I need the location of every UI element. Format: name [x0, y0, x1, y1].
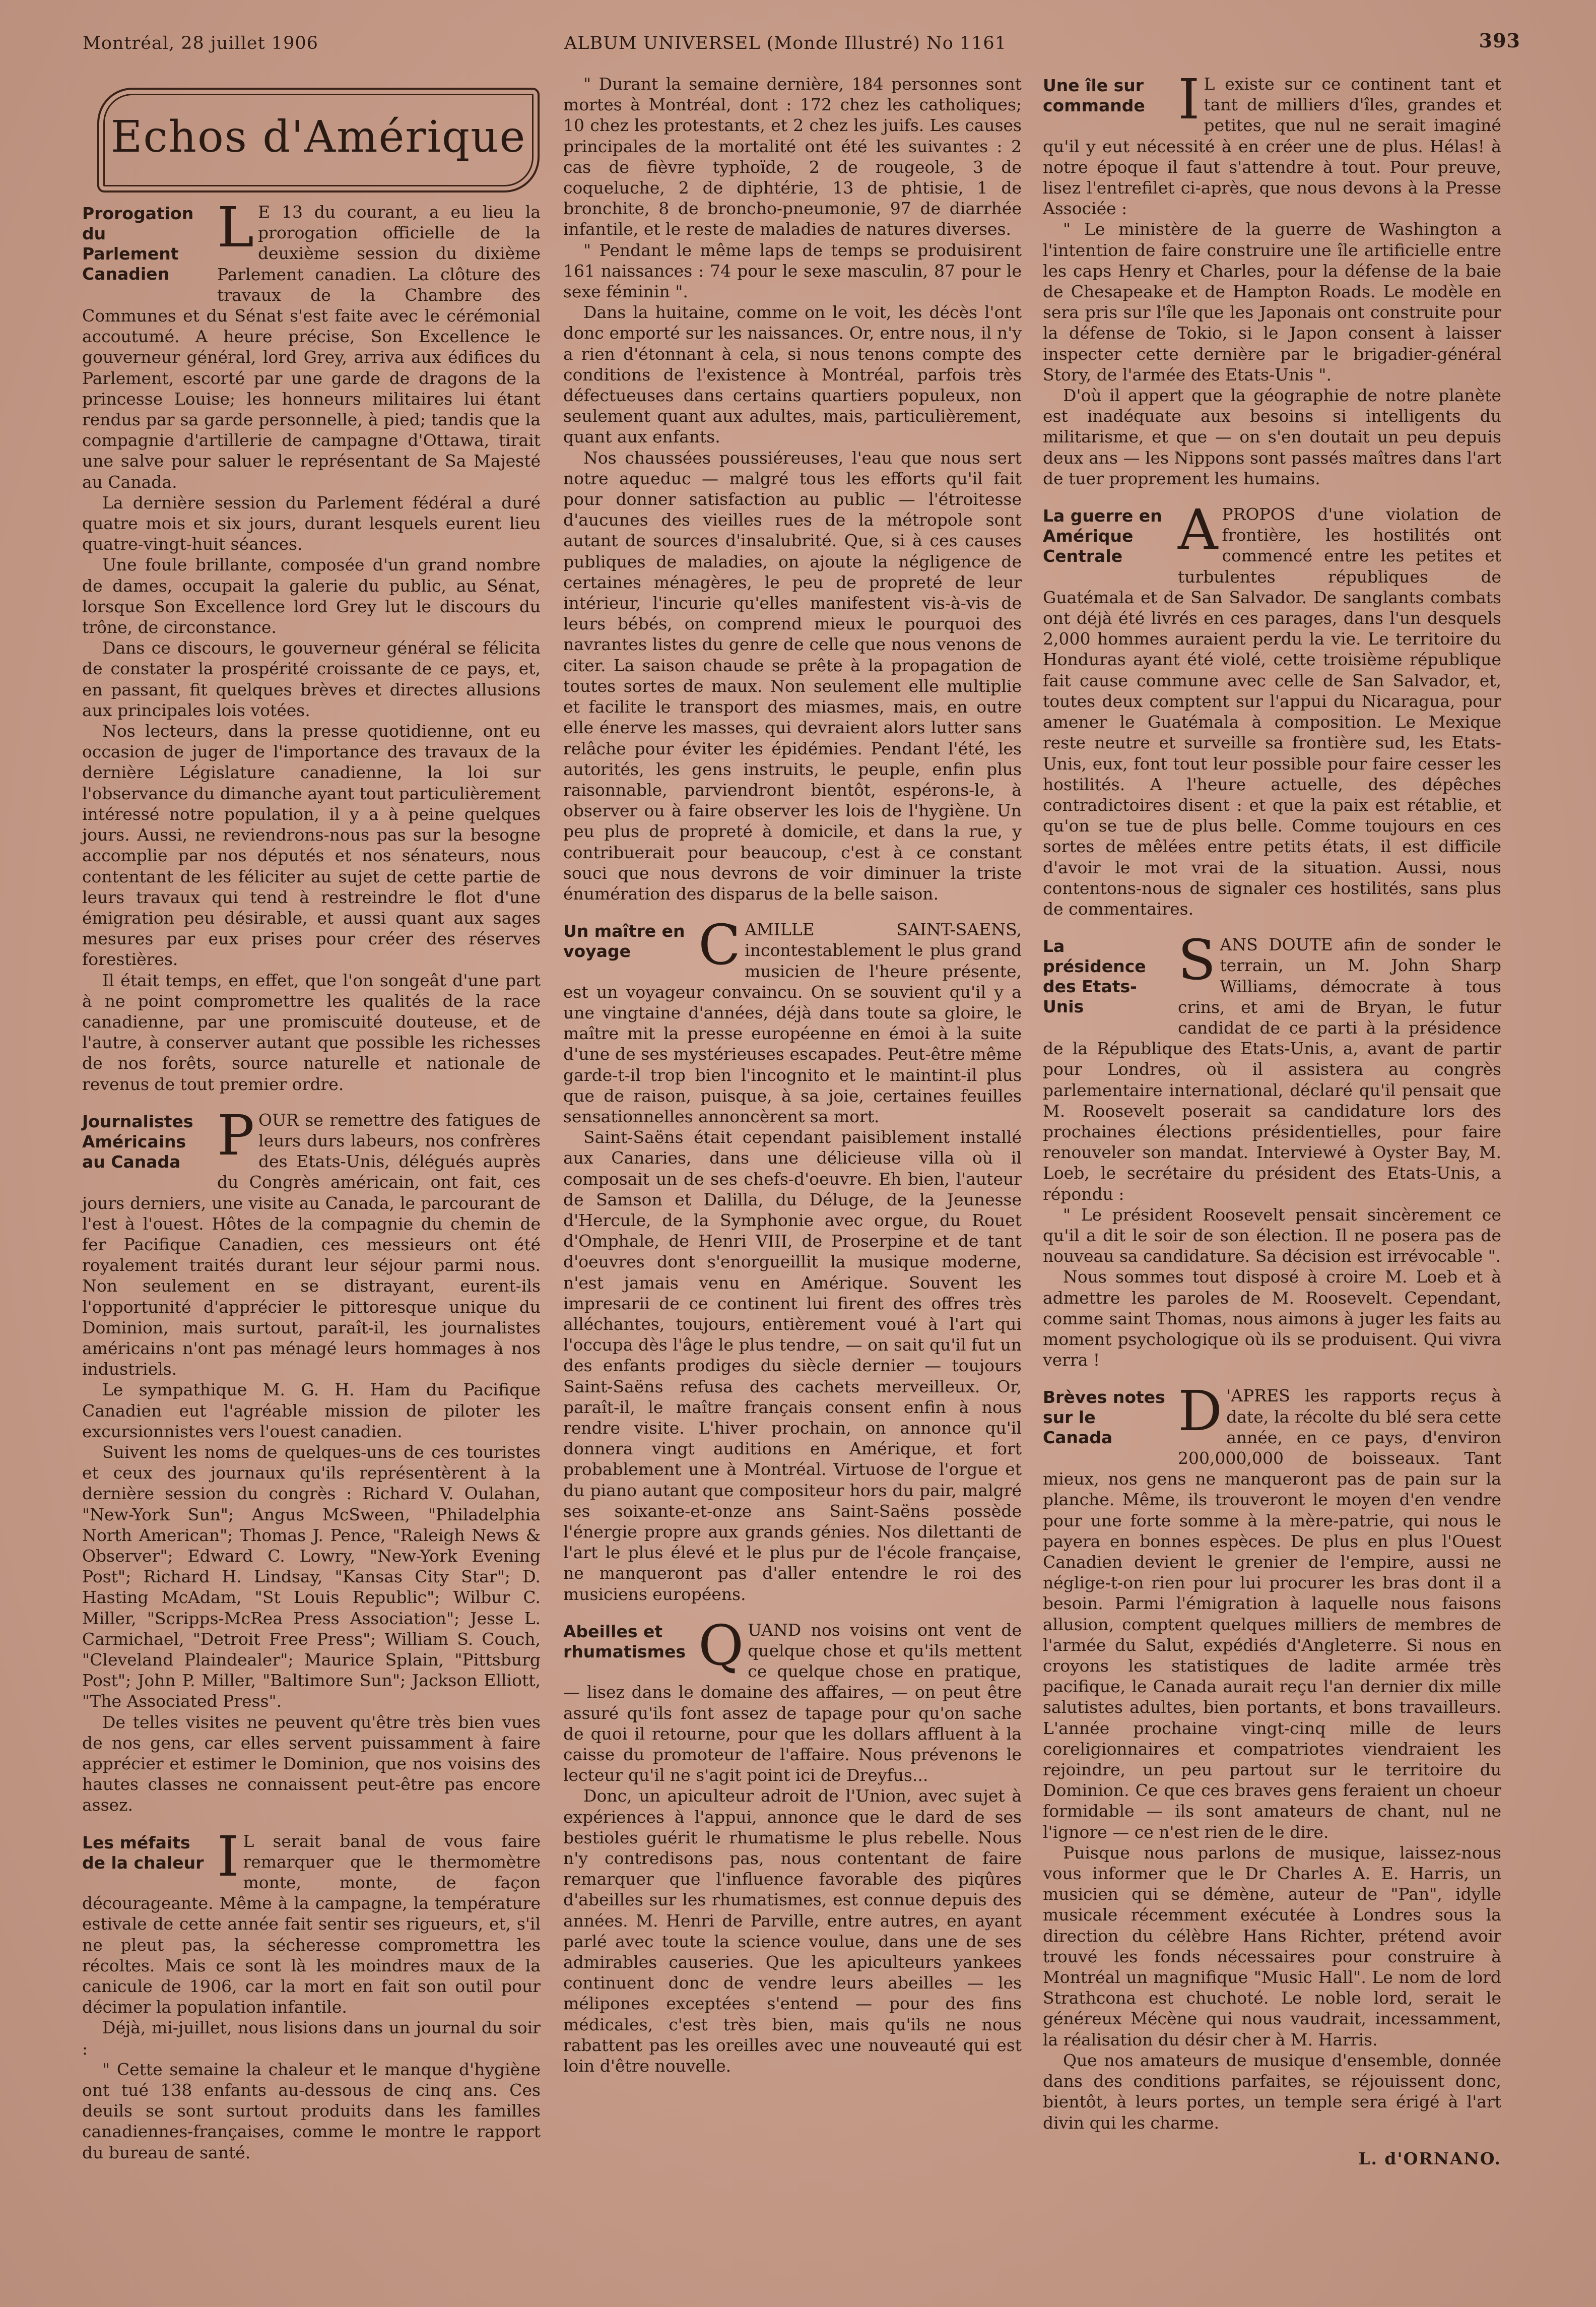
column-1: [82, 76, 541, 2178]
drop-cap: D: [1178, 1379, 1223, 1444]
article-paragraph: Dans ce discours, le gouverneur général se félicita de constater la prospérité croissante de ce pays, et, en passant, fit quelques brèves et directes allusions aux principales lois votées.: [82, 638, 541, 720]
paragraph-text: AMILLE SAINT-SAENS, incontestablement le plus grand musicien de l'heure présente, est un voyageur convaincu. On se souvient qu'il y a une vingtaine d'années, déjà dans toute sa gloire, le maître mit la presse européenne en émoi à la suite d'une de ses mystérieuses escapades. Peut-être même garde-t-il trop bien l'incognito et le maintint-il plus que de raison, puisque, à sa joie, certaines feuilles sensationnelles annoncèrent sa mort.: [563, 920, 1022, 1126]
drop-cap: S: [1178, 928, 1216, 993]
drop-cap: Q: [698, 1613, 744, 1678]
column-2: [563, 74, 1022, 2091]
article-paragraph: Suivent les noms de quelques-uns de ces touristes et ceux des journaux qu'ils représentèrent à la dernière session du congrès : Richard V. Oulahan, "New-York Sun"; Angus McSween, "Philadelphia North American"; Thomas J. Pence, "Raleigh News & Observer"; Edward C. Lowry, "New-York Evening Post"; Richard H. Lindsay, "Kansas City Star"; D. Hasting McAdam, "St Louis Republic"; Wilbur C. Miller, "Scripps-McRea Press Association"; Jesse L. Carmichael, "Detroit Free Press"; William S. Couch, "Cleveland Plaindealer"; Maurice Splain, "Pittsburg Post"; John P. Miller, "Baltimore Sun"; Jackson Elliott, "The Associated Press".: [82, 1442, 541, 1711]
article-paragraph: Le sympathique M. G. H. Ham du Pacifique Canadien eut l'agréable mission de piloter les excursionnistes vers l'ouest canadien.: [82, 1380, 541, 1441]
paragraph-text: L existe sur ce continent tant et tant de milliers d'îles, grandes et petites, que nul ne serait imaginé qu'il y eut nécessité à en créer une de plus. Hélas! à notre époque il faut s'attendre à tout. Pour preuve, lisez l'entrefilet ci-après, que nous devons à la Presse Associée :: [1043, 74, 1501, 219]
article-heading: Une île sur commande: [1043, 76, 1145, 115]
paragraph-text: E 13 du courant, a eu lieu la prorogation officielle de la deuxième session du dixième Parlement canadien. La clôture des travaux de la Chambre des Communes et du Sénat s'est faite avec le cérémonial accoutumé. A heure précise, Son Excellence le gouverneur général, lord Grey, arriva aux édifices du Parlement, escorté par une garde de dragons de la princesse Louise; les honneurs militaires lui étant rendus par sa garde personnelle, à pied; tandis que la compagnie d'artillerie de campagne d'Ottawa, tirait une salve pour saluer le représentant de Sa Majesté au Canada.: [82, 202, 541, 492]
article: [82, 1103, 541, 1816]
article-paragraph: " Cette semaine la chaleur et le manque d'hygiène ont tué 138 enfants au-dessous de cinq ans. Ces deuils se sont surtout produits dans les familles canadiennes-françaises, comme le montre le rapport du bureau de santé.: [82, 2059, 541, 2162]
author-signature: L. d'ORNANO.: [1358, 2148, 1501, 2168]
article-paragraph: Saint-Saëns était cependant paisiblement installé aux Canaries, dans une délicieuse villa où il composait un de ses chefs-d'oeuvre. Eh bien, l'auteur de Samson et Dalilla, du Déluge, de la Jeunesse d'Hercule, de la Symphonie avec orgue, du Rouet d'Omphale, de Henri VIII, de Proserpine et de tant d'oeuvres dont s'enorgueillit la musique moderne, n'est jamais venu en Amérique. Souvent les impresarii de ce continent lui firent des offres très alléchantes, toujours, entièrement voué à l'art qui l'occupa dès l'âge le plus tendre, — on sait qu'il fut un des enfants prodiges du siècle dernier — toujours Saint-Saëns refusa des cachets merveilleux. Or, paraît-il, le maître français consent enfin à nous rendre visite. L'hiver prochain, on annonce qu'il donnera vingt auditions en Amérique, et fort probablement une à Montréal. Virtuose de l'orgue et du piano autant que compositeur hors du pair, malgré ses soixante-et-onze ans Saint-Saëns possède l'énergie propre aux grands génies. Nos dilettanti de l'art le plus élevé et le plus pur de l'école française, ne manqueront pas d'aller entendre le roi des musiciens européens.: [563, 1127, 1022, 1604]
article-paragraph: De telles visites ne peuvent qu'être très bien vues de nos gens, car elles servent puissamment à faire apprécier et estimer le Dominion, que nos voisins des hautes classes ne connaissent peut-être pas encore assez.: [82, 1712, 541, 1815]
article-paragraph: Donc, un apiculteur adroit de l'Union, avec sujet à expériences à l'appui, annonce que le dard de ses bestioles guérit le rhumatisme le plus rebelle. Nous n'y contredisons pas, nous contentant de faire remarquer que l'influence favorable des piqûres d'abeilles sur les rhumatismes, est connue depuis des années. M. Henri de Parville, entre autres, en ayant parlé avec toute la science voulue, dans une de ses admirables causeries. Que les apiculteurs yankees continuent donc de vendre leurs abeilles — les mélipones exceptées s'entend — pour des fins médicales, c'est très bien, mais qu'ils ne nous rabattent pas les oreilles avec une nouveauté qui est loin d'être nouvelle.: [563, 1786, 1022, 2076]
section-title: Echos d'Amérique: [110, 112, 526, 162]
article-heading: Brèves notes sur le Canada: [1043, 1387, 1165, 1448]
drop-cap: P: [217, 1103, 255, 1168]
article-paragraph: " Durant la semaine dernière, 184 personnes sont mortes à Montréal, dont : 172 chez les catholiques; 10 chez les protestants, et 2 chez les juifs. Les causes principales de la mortalité ont été les suivantes : 2 cas de fièvre typhoïde, 2 de rougeole, 3 de coqueluche, 2 de diphtérie, 13 de phtisie, 1 de bronchite, 8 de broncho-pneumonie, 97 de diarrhée infantile, et le reste de maladies de natures diverses.: [563, 74, 1022, 239]
article: [1043, 928, 1501, 1370]
paragraph-text: 'APRES les rapports reçus à date, la récolte du blé sera cette année, en ce pays, d'environ 200,000,000 de boisseaux. Tant mieux, nos gens ne manqueront pas de pain sur la planche. Même, ils trouveront le moyen d'en vendre pour une forte somme à la mère-patrie, qui nous le payera en bonnes espèces. De plus en plus l'Ouest Canadien devient le grenier de l'empire, aussi ne néglige-t-on rien pour lui procurer les bras dont il a besoin. Parmi l'émigration à laquelle nous faisons allusion, comptent quelques milliers de membres de l'armée du Salut, expédiés d'Angleterre. Si nous en croyons les statistiques de ladite armée très pacifique, le Canada aurait reçu l'an dernier dix mille salutistes adultes, bien portants, et bons travailleurs. L'année prochaine vingt-cinq mille de leurs coreligionnaires et compatriotes viendraient les rejoindre, un peu partout sur le territoire du Dominion. Ce que ces braves gens feraient un choeur formidable — ils sont amateurs de chant, nul ne l'ignore — ce n'est rien de le dire.: [1043, 1386, 1501, 1842]
article-paragraph: Nos chaussées poussiéreuses, l'eau que nous sert notre aqueduc — malgré tous les efforts qu'il fait pour donner satisfaction au public — l'étroitesse d'aucunes des vieilles rues de la métropole sont autant de sources d'insalubrité. Que, si à ces causes publiques de maladies, on ajoute la négligence de certaines ménagères, le peu de propreté de leur intérieur, l'incurie qu'elles manifestent vis-à-vis de leurs bébés, on comprend mieux le pourquoi des navrantes listes du genre de celle que nous venons de citer. La saison chaude se prête à la propagation de toutes sortes de maux. Non seulement elle multiplie et facilite le transport des miasmes, mais, en outre elle énerve les masses, qui devraient alors lutter sans relâche pour éviter les épidémies. Pendant l'été, les autorités, les gens instruits, le peuple, enfin plus raisonnable, parviendront bientôt, espérons-le, à observer ou à faire observer les lois de l'hygiène. Un peu plus de propreté à domicile, et dans la rue, y contribuerait pour beaucoup, c'est à ce constant souci que nous devrons de voir diminuer la triste énumération des disparus de la belle saison.: [563, 447, 1022, 904]
article-paragraph: " Le ministère de la guerre de Washington a l'intention de faire construire une île artificielle entre les caps Henry et Charles, pour la défense de la baie de Chesapeake et de Hampton Roads. Le modèle en sera pris sur l'île que les Japonais ont construite pour la défense de Tokio, si le Japon consent à laisser inspecter cette dernière par le brigadier-général Story, de l'armée des Etats-Unis ".: [1043, 219, 1501, 384]
article: [1043, 1379, 1501, 2133]
article-paragraph: " Pendant le même laps de temps se produisirent 161 naissances : 74 pour le sexe masculin, 87 pour le sexe féminin ".: [563, 240, 1022, 302]
article-paragraph: " Le président Roosevelt pensait sincèrement ce qu'il a dit le soir de son élection. Il ne posera pas de nouveau sa candidature. Sa décision est irrévocable ".: [1043, 1204, 1501, 1266]
article-heading: Un maître en voyage: [563, 921, 685, 962]
article: [563, 74, 1022, 904]
page-header: [81, 29, 1520, 65]
article: [82, 195, 541, 1095]
paragraph-text: UAND nos voisins ont vent de quelque chose et qu'ils mettent ce quelque chose en pratique, — lisez dans le domaine des affaires, — on peut être assuré qu'ils font assez de tapage pour qu'on sache de quoi il retourne, pour que les dollars affluent à la caisse du promoteur de l'affaire. Nous prévenons le lecteur qu'il ne s'agit point ici de Dreyfus...: [563, 1620, 1022, 1785]
paragraph-text: L serait banal de vous faire remarquer que le thermomètre monte, monte, de façon décourageante. Même à la campagne, la température estivale de cette année fait sentir ses rigueurs, et, s'il ne pleut pas, la sécheresse compromettra les récoltes. Mais ce sont là les moindres maux de la canicule de 1906, car la mort en fait son outil pour décimer la population infantile.: [82, 1831, 541, 2017]
drop-cap: A: [1178, 497, 1218, 562]
article: [563, 1613, 1022, 2076]
article-paragraph: Que nos amateurs de musique d'ensemble, donnée dans des conditions parfaites, se réjouissent donc, bientôt, à leurs portes, un temple sera érigé à l'art divin qui les charme.: [1043, 2050, 1501, 2133]
article-heading: Abeilles et rhumatismes: [563, 1621, 686, 1661]
paragraph-text: OUR se remettre des fatigues de leurs durs labeurs, nos confrères des Etats-Unis, délégués auprès du Congrès américain, ont fait, ces jours derniers, une visite au Canada, le parcourant de l'est à l'ouest. Hôtes de la compagnie du chemin de fer Pacifique Canadien, ces messieurs ont été royalement traités durant leur séjour parmi nous. Non seulement en se distrayant, eurent-ils l'opportunité d'apprécier le pittoresque unique du Dominion, mais surtout, paraît-il, les journalistes américains n'ont pas ménagé leurs hommages à nos industriels.: [82, 1110, 541, 1379]
drop-cap: C: [698, 913, 741, 978]
article: [1043, 67, 1501, 489]
paragraph-text: ANS DOUTE afin de sonder le terrain, un M. John Sharp Williams, démocrate à tous crins, et ami de Bryan, le futur candidat de ce parti à la présidence de la République des Etats-Unis, a, avant de partir pour Londres, où il assistera au congrès parlementaire international, déclaré qu'il pensait que M. Roosevelt poserait sa candidature lors des prochaines élections présidentielles, pour faire renouveler son mandat. Interviewé à Oyster Bay, M. Loeb, le secrétaire du président des Etats-Unis, a répondu :: [1043, 935, 1501, 1204]
article-heading: La présidence des Etats-Unis: [1043, 936, 1146, 1017]
article-paragraph: Une foule brillante, composée d'un grand nombre de dames, occupait la galerie du public, au Sénat, lorsque Son Excellence lord Grey lut le discours du trône, de circonstance.: [82, 555, 541, 637]
article-paragraph: Nos lecteurs, dans la presse quotidienne, ont eu occasion de juger de l'importance des travaux de la dernière Législature canadienne, la loi sur l'observance du dimanche ayant tout particulièrement intéressé notre population, il y a à peine quelques jours. Aussi, ne reviendrons-nous pas sur la besogne accomplie par nos députés et nos sénateurs, nous contentant de les féliciter au sujet de cette partie de leurs travaux qui tend à restreindre le flot d'une émigration peu désirable, et aussi quant aux sages mesures par eux prises pour créer des réserves forestières.: [82, 721, 541, 970]
article-paragraph: Puisque nous parlons de musique, laissez-nous vous informer que le Dr Charles A. E. Harris, un musicien qui se démène, auteur de "Pan", idylle musicale récemment exécutée à Londres sous la direction du célèbre Hans Richter, prétend avoir trouvé les fonds nécessaires pour construire à Montréal un magnifique "Music Hall". Le nom de lord Strathcona est chuchoté. Le noble lord, serait le généreux Mécène qui nous vaudrait, incessamment, la réalisation du désir cher à M. Harris.: [1043, 1842, 1501, 2049]
issue-date: Montréal, 28 juillet 1906: [83, 33, 318, 53]
article-heading: Les méfaits de la chaleur: [82, 1832, 204, 1873]
article-paragraph: [1043, 1379, 1501, 1842]
drop-cap: I: [1178, 67, 1200, 132]
article-paragraph: Il était temps, en effet, que l'on songeât d'une part à ne point compromettre les qualités de la race canadienne, par une promiscuité douteuse, et de l'autre, à conserver autant que possible les richesses de nos forêts, source naturelle et nationale de revenus de tout premier ordre.: [82, 970, 541, 1094]
drop-cap: I: [217, 1824, 239, 1889]
paragraph-text: PROPOS d'une violation de frontière, les hostilités ont commencé entre les petites et turbulentes républiques de Guatémala et de San Salvador. De sanglants combats ont déjà été livrés en ces parages, dans l'un desquels 2,000 hommes auraient perdu la vie. Le territoire du Honduras ayant été violé, cette troisième république fait cause commune avec celle de San Salvador, et, toutes deux comptent sur l'appui du Nicaragua, pour amener le Guatémala à composition. Le Mexique reste neutre et surveille sa frontière sud, les Etats-Unis, eux, font tout leur possible pour faire cesser les hostilités. A l'heure actuelle, des dépêches contradictoires disent : et que la paix est rétablie, et qu'on se tue de plus belle. Comme toujours en ces sortes de mêlées entre petits états, il est difficile d'avoir le mot vrai de la situation. Aussi, nous contentons-nous de signaler ces hostilités, sans plus de commentaires.: [1043, 504, 1501, 919]
article-heading: Journalistes Américains au Canada: [82, 1111, 193, 1172]
page-number: 393: [1479, 29, 1520, 52]
article-heading: La guerre en Amérique Centrale: [1043, 506, 1162, 566]
column-3: [1043, 67, 1501, 2169]
article-paragraph: La dernière session du Parlement fédéral a duré quatre mois et six jours, durant lesquels eurent lieu quatre-vingt-huit séances.: [82, 492, 541, 554]
article-paragraph: D'où il appert que la géographie de notre planète est inadéquate aux besoins si intelligents du militarisme, et que — on s'en doutait un peu depuis deux ans — les Nippons sont passés maîtres dans l'art de tuer proprement les humains.: [1043, 386, 1501, 488]
article: [563, 913, 1022, 1605]
publication-title: ALBUM UNIVERSEL (Monde Illustré) No 1161: [564, 33, 1007, 53]
article: [1043, 497, 1501, 919]
article-heading: Prorogation du Parlement Canadien: [82, 204, 194, 284]
article: [82, 1824, 541, 2163]
article-paragraph: Déjà, mi-juillet, nous lisions dans un journal du soir :: [82, 2018, 541, 2059]
article-paragraph: Nous sommes tout disposé à croire M. Loeb et à admettre les paroles de M. Roosevelt. Cependant, comme saint Thomas, nous aimons à juger les faits au moment psychologique où ils se produisent. Qui vivra verra !: [1043, 1267, 1501, 1370]
article-paragraph: Dans la huitaine, comme on le voit, les décès l'ont donc emporté sur les naissances. Or, entre nous, il n'y a rien d'étonnant à cela, si nous tenons compte des conditions de l'existence à Montréal, parfois très défectueuses dans certains quartiers populeux, non seulement quant aux adultes, mais, particulièrement, quant aux enfants.: [563, 302, 1022, 447]
section-title-frame: [97, 88, 540, 193]
drop-cap: L: [217, 195, 254, 260]
